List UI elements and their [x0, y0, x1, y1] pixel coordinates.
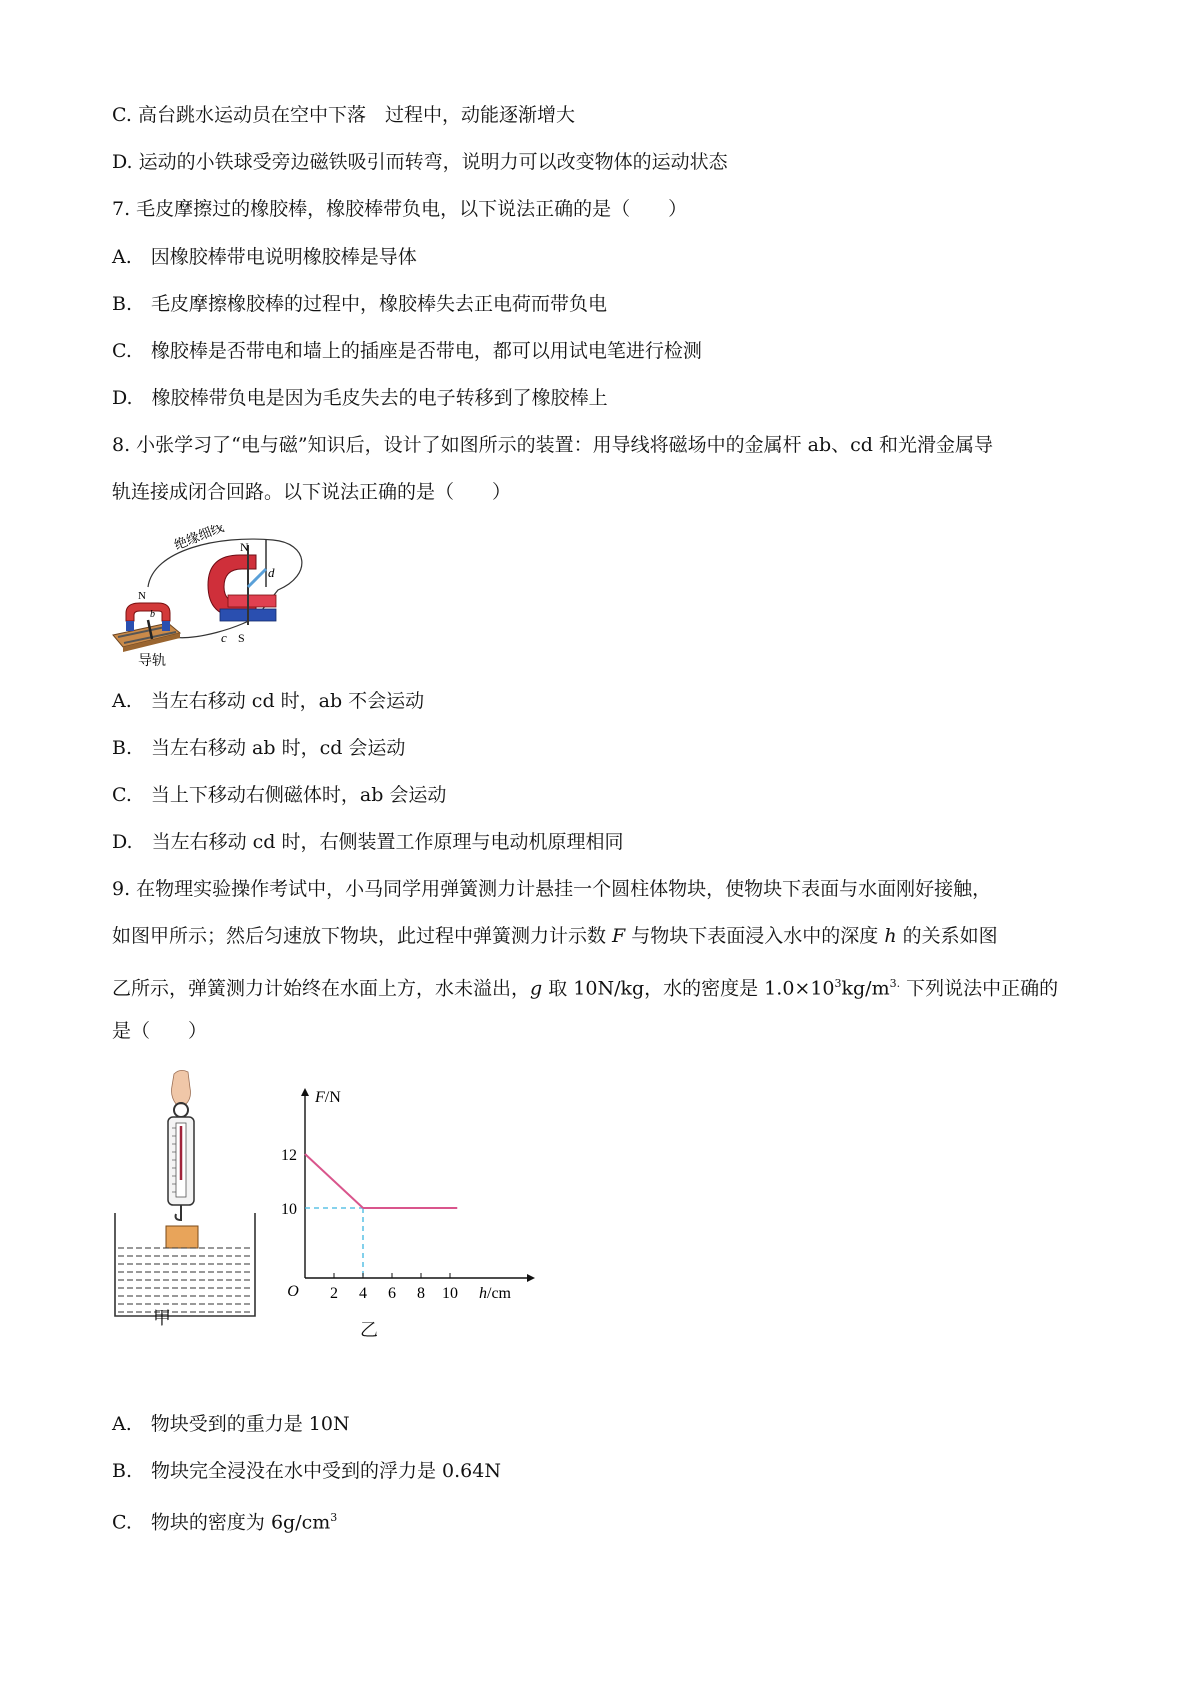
x-tick-label: 4 — [359, 1285, 367, 1302]
option-7d: D. 橡胶棒带负电是因为毛皮失去的电子转移到了橡胶棒上 — [112, 387, 608, 409]
scale-hook — [176, 1205, 181, 1220]
question-8-line-2: 轨连接成闭合回路。以下说法正确的是（ ） — [112, 481, 512, 503]
option-9c — [112, 1506, 337, 1534]
y-axis-label: F/N — [315, 1089, 341, 1106]
figure-jia-label: 甲 — [153, 1308, 171, 1329]
superscript: 3 — [330, 1511, 338, 1524]
question-9-line-3 — [112, 972, 1058, 1000]
hand-icon — [172, 1070, 191, 1104]
q9-text: 如图甲所示；然后匀速放下物块，此过程中弹簧测力计示数 — [112, 925, 613, 947]
y-tick-label: 12 — [281, 1147, 297, 1164]
figure-yi-chart — [265, 1080, 545, 1340]
right-s-label: S — [238, 631, 245, 645]
x-tick-label: 8 — [417, 1285, 425, 1302]
spring-scale-drawing — [110, 1068, 290, 1328]
figure-jia — [110, 1068, 290, 1328]
q9-text: 的关系如图 — [896, 925, 998, 947]
rail-label: 导轨 — [138, 653, 166, 669]
question-8-line-1: 8. 小张学习了“电与磁”知识后，设计了如图所示的装置：用导线将磁场中的金属杆 ab、cd 和光滑金属导 — [112, 434, 993, 456]
scale-ring — [174, 1103, 188, 1117]
left-magnet-n — [126, 603, 170, 621]
option-7c: C. 橡胶棒是否带电和墙上的插座是否带电，都可以用试电笔进行检测 — [112, 340, 702, 362]
option-6d: D. 运动的小铁球受旁边磁铁吸引而转弯，说明力可以改变物体的运动状态 — [112, 151, 728, 173]
y-axis-arrow — [301, 1088, 309, 1096]
d-label: d — [268, 565, 275, 580]
left-magnet-s-pole — [126, 621, 134, 631]
left-magnet-s-pole-2 — [162, 621, 170, 631]
question-9-line-1: 9. 在物理实验操作考试中，小马同学用弹簧测力计悬挂一个圆柱体物块，使物块下表面与水面刚好接触， — [112, 878, 992, 900]
option-8b: B. 当左右移动 ab 时，cd 会运动 — [112, 737, 406, 759]
magnet-apparatus-drawing — [108, 525, 313, 670]
x-tick-label: 6 — [388, 1285, 396, 1302]
f-h-chart — [265, 1080, 545, 1320]
figure-magnet-apparatus — [108, 525, 313, 670]
option-7b: B. 毛皮摩擦橡胶棒的过程中，橡胶棒失去正电荷而带负电 — [112, 293, 608, 315]
option-9a: A. 物块受到的重力是 10N — [112, 1413, 350, 1435]
option-8c: C. 当上下移动右侧磁体时，ab 会运动 — [112, 784, 447, 806]
cylinder-block — [166, 1226, 198, 1248]
var-h: h — [884, 925, 897, 947]
right-n-label: N — [240, 540, 249, 554]
left-n-label: N — [138, 590, 146, 602]
water-lines — [118, 1248, 252, 1312]
q9-text: 下列说法中正确的 — [900, 977, 1059, 1000]
x-tick-label: 10 — [442, 1285, 458, 1302]
option-6c: C. 高台跳水运动员在空中下落 过程中，动能逐渐增大 — [112, 104, 575, 126]
origin-label: O — [287, 1283, 299, 1300]
option-9b: B. 物块完全浸没在水中受到的浮力是 0.64N — [112, 1460, 501, 1482]
figure-yi-label: 乙 — [360, 1320, 378, 1341]
question-9-line-4: 是（ ） — [112, 1020, 208, 1042]
series-segment — [305, 1154, 363, 1208]
wire-label: 绝缘细线 — [172, 525, 227, 554]
var-f: F — [612, 925, 626, 947]
option-8a: A. 当左右移动 cd 时，ab 不会运动 — [112, 690, 425, 712]
right-rod-highlight — [248, 569, 266, 587]
q9-text: 与物块下表面浸入水中的深度 — [625, 925, 885, 947]
option-8d: D. 当左右移动 cd 时，右侧装置工作原理与电动机原理相同 — [112, 831, 624, 853]
right-magnet-n-pole — [228, 595, 276, 607]
option-7a: A. 因橡胶棒带电说明橡胶棒是导体 — [112, 246, 417, 268]
x-axis-label: h/cm — [479, 1285, 511, 1302]
superscript: 3 — [834, 977, 842, 990]
y-tick-label: 10 — [281, 1201, 297, 1218]
question-9-line-2 — [112, 924, 998, 948]
question-7: 7. 毛皮摩擦过的橡胶棒，橡胶棒带负电，以下说法正确的是（ ） — [112, 198, 688, 220]
c-label: c — [221, 630, 227, 645]
insulating-wire — [148, 539, 302, 638]
q9-text: kg/m — [841, 977, 890, 1000]
q9c-text: C. 物块的密度为 6g/cm — [112, 1511, 331, 1534]
left-b-label: b — [150, 609, 155, 620]
superscript: 3. — [889, 977, 901, 990]
x-tick-label: 2 — [330, 1285, 338, 1302]
q9-text: 取 10N/kg，水的密度是 1.0×10 — [542, 977, 835, 1000]
x-axis-arrow — [527, 1274, 535, 1282]
q9-text: 乙所示，弹簧测力计始终在水面上方，水未溢出， — [112, 977, 531, 1000]
var-g: g — [530, 977, 543, 1000]
